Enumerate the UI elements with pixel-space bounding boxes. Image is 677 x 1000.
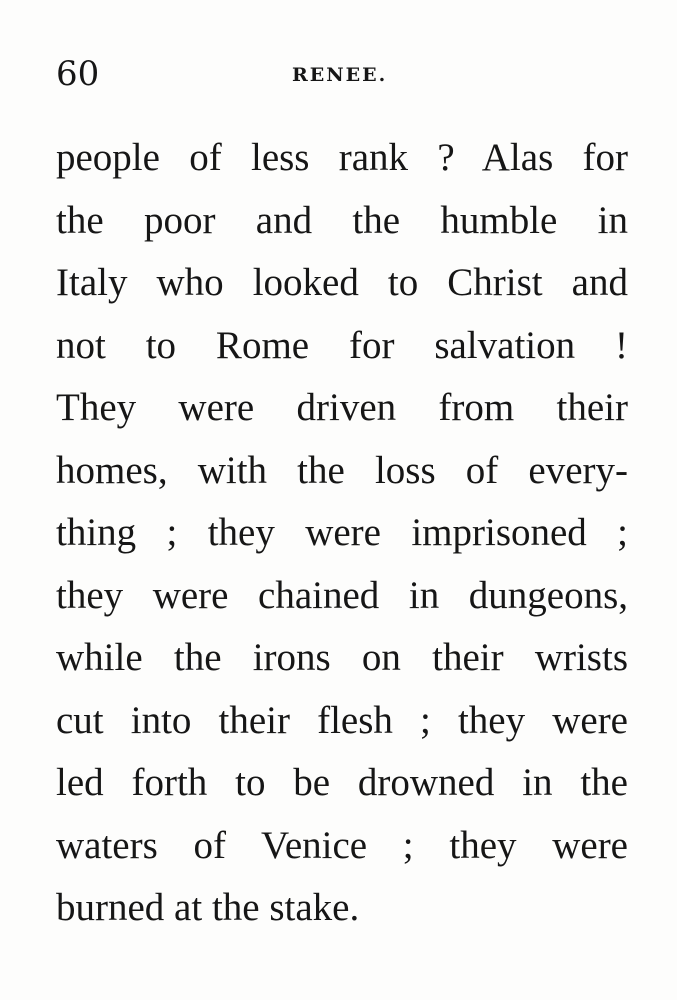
page-number: 60 (56, 54, 100, 94)
text-line: cut into their flesh ; they were (56, 698, 628, 742)
text-line: people of less rank ? Alas for (56, 136, 628, 179)
page-header (56, 52, 628, 96)
running-head: RENEE. (292, 64, 388, 86)
text-line: not to Rome for salvation ! (56, 323, 628, 367)
text-line: while the irons on their wrists (56, 636, 628, 679)
text-line: led forth to be drowned in the (56, 761, 628, 804)
text-line: burned at the stake. (56, 886, 360, 929)
text-line: They were driven from their (56, 386, 628, 429)
text-line: thing ; they were imprisoned ; (56, 511, 628, 554)
text-line: homes, with the loss of every- (56, 448, 628, 492)
text-line: Italy who looked to Christ and (56, 261, 628, 304)
body-text (56, 127, 628, 940)
text-line: they were chained in dungeons, (56, 573, 628, 617)
text-line: waters of Venice ; they were (56, 823, 628, 867)
text-line: the poor and the humble in (56, 198, 628, 242)
